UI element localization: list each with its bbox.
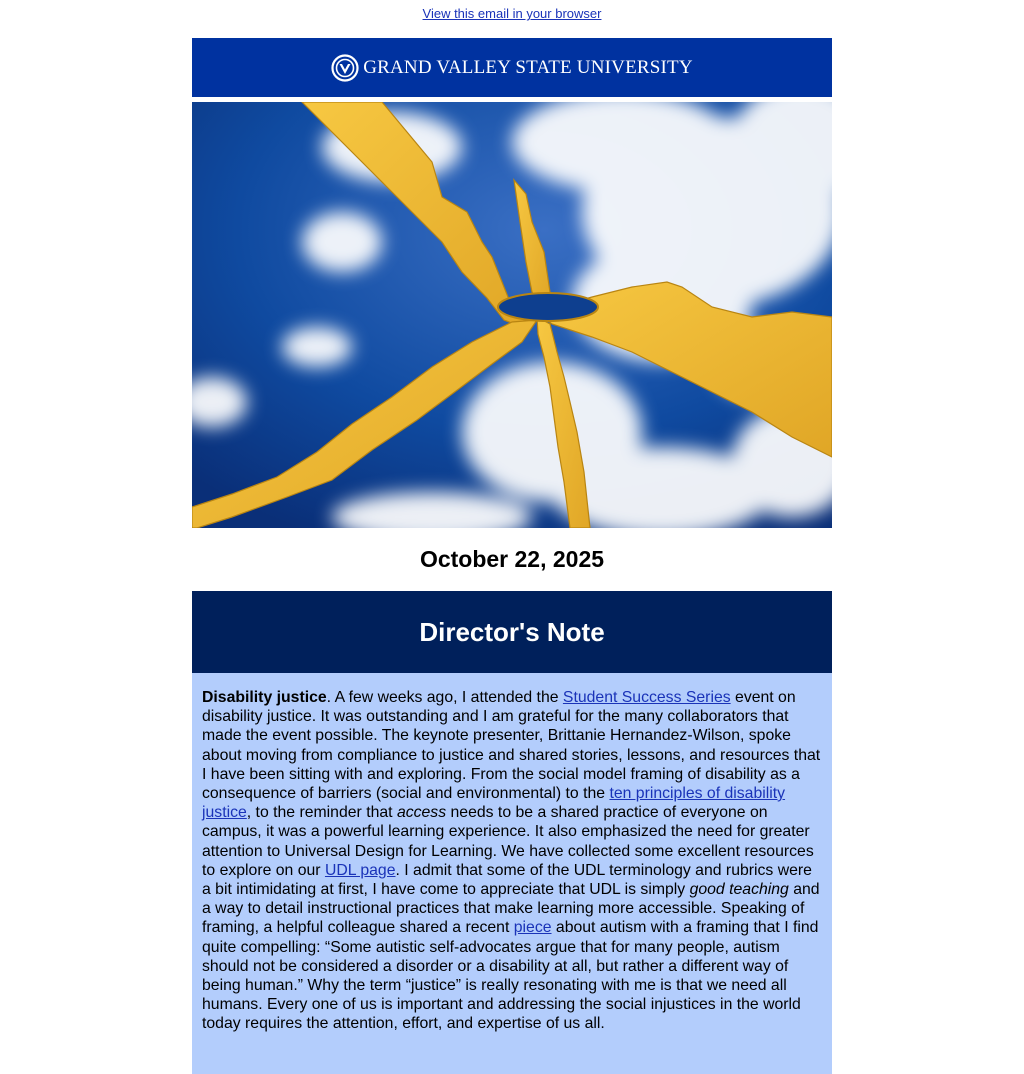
disability-justice-principles-link[interactable]: ten principles of disability justice <box>202 785 786 822</box>
university-logo[interactable] <box>331 54 693 82</box>
text-segment: about autism with a framing that I find quite compelling: “Some autistic self-advocates argue that for many people, autism should not be considered a disorder or a disability at all, but rather a different way of being human.” Why the term “justice” is really resonating with me is that we need all humans. Every one of us is important and addressing the social injustices in the world today requires the attention, effort, and expertise of us all. <box>202 919 819 1033</box>
student-success-series-link[interactable]: Student Success Series <box>562 689 731 706</box>
text-segment: . I admit that some of the UDL terminology and rubrics were a bit intimidating at first, I have come to appreciate that UDL is simply <box>202 861 812 899</box>
emphasis-access: access <box>396 804 447 822</box>
gvsu-emblem-icon <box>331 54 359 82</box>
autism-piece-link[interactable]: piece <box>513 919 552 937</box>
text-segment: needs to be a shared practice of everyone on campus, it was a powerful learning experience. It also emphasized the need for greater attention to Universal Design for Learning. We have collected some excellent resources to explore on our <box>202 804 814 879</box>
top-bar <box>0 0 1024 38</box>
text-segment: and a way to detail instructional practices that make learning more accessible. Speaking of framing, a helpful colleague shared a recent <box>202 881 820 937</box>
emphasis-good-teaching: good teaching <box>689 881 789 899</box>
hero-image <box>192 102 832 528</box>
brand-banner <box>192 38 832 97</box>
directors-note-heading: Director's Note <box>192 591 832 673</box>
lead-term: Disability justice <box>202 689 327 706</box>
directors-note-body <box>192 673 832 1074</box>
newsletter-date: October 22, 2025 <box>419 546 605 572</box>
university-wordmark: GRAND VALLEY STATE UNIVERSITY <box>363 56 693 78</box>
text-segment: , to the reminder that <box>246 804 397 822</box>
text-segment: . A few weeks ago, I attended the <box>326 689 563 706</box>
udl-page-link[interactable]: UDL page <box>324 861 396 879</box>
directors-note-paragraph <box>202 688 822 1034</box>
text-segment: event on disability justice. It was outstanding and I am grateful for the many collaborators that made the event possible. The keynote presenter, Brittanie Hernandez-Wilson, spoke about moving from compliance to justice and shared stories, lessons, and resources that I have been sitting with and exploring. From the social model framing of disability as a consequence of barriers (social and environmental) to the <box>202 689 821 803</box>
view-in-browser-link[interactable]: View this email in your browser <box>422 6 602 21</box>
email-container <box>192 38 832 1074</box>
